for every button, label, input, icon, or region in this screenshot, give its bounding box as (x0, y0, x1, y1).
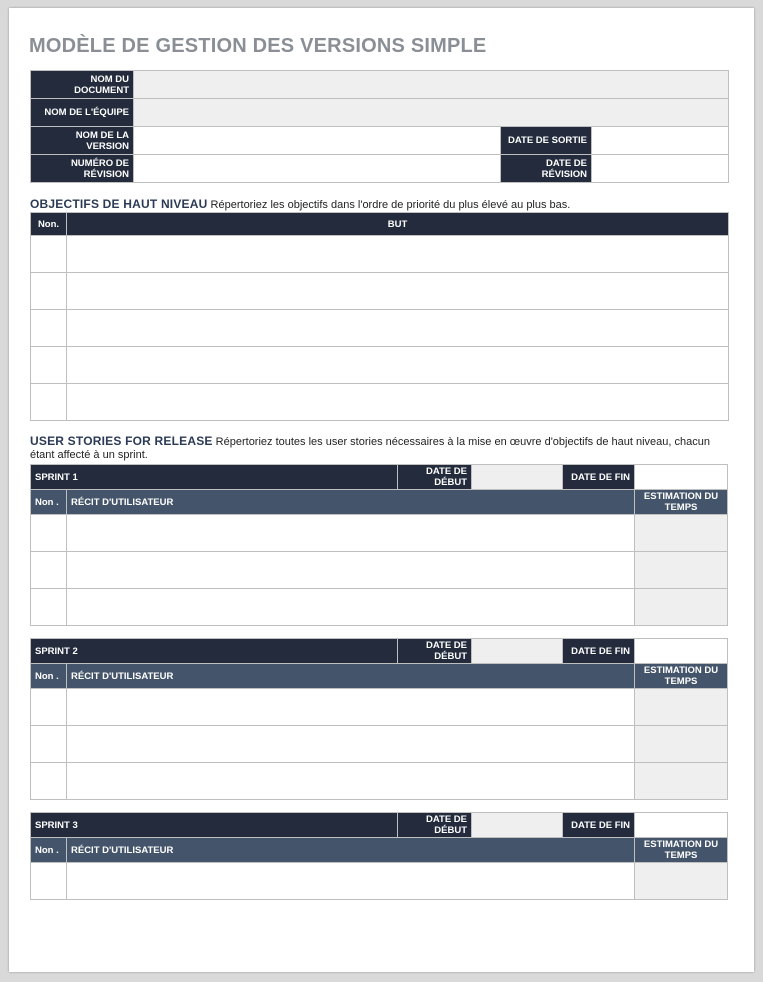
sprint-table (30, 812, 728, 900)
team-name-label: NOM DE L'ÉQUIPE (31, 99, 134, 127)
objective-no-cell[interactable] (31, 384, 67, 421)
objective-goal-cell[interactable] (67, 273, 729, 310)
release-date-field[interactable] (592, 127, 729, 155)
sprint-col-no: Non . (31, 490, 67, 515)
story-cell[interactable] (67, 863, 635, 900)
story-cell[interactable] (67, 589, 635, 626)
revision-date-field[interactable] (592, 155, 729, 183)
story-no-cell[interactable] (31, 763, 67, 800)
story-cell[interactable] (67, 515, 635, 552)
objectives-instruction: Répertoriez les objectifs dans l'ordre de priorité du plus élevé au plus bas. (210, 199, 571, 211)
estimate-cell[interactable] (635, 689, 728, 726)
sprint-table (30, 638, 728, 800)
sprint-end-label: DATE DE FIN (563, 465, 635, 490)
objective-goal-cell[interactable] (67, 310, 729, 347)
objective-goal-cell[interactable] (67, 236, 729, 273)
sprint-start-label: DATE DE DÉBUT (398, 465, 472, 490)
sprint-col-no: Non . (31, 838, 67, 863)
stories-instruction: Répertoriez toutes les user stories nécessaires à la mise en œuvre d'objectifs de haut niveau, chacun étant affecté à un sprint. (30, 436, 710, 461)
sprint-name: SPRINT 2 (31, 639, 398, 664)
estimate-cell[interactable] (635, 763, 728, 800)
objectives-col-goal: BUT (67, 213, 729, 236)
story-no-cell[interactable] (31, 689, 67, 726)
sprint-col-story: RÉCIT D'UTILISATEUR (67, 490, 635, 515)
story-cell[interactable] (67, 552, 635, 589)
objective-no-cell[interactable] (31, 310, 67, 347)
sprint-col-estimate: ESTIMATION DU TEMPS (635, 838, 728, 863)
objectives-title: OBJECTIFS DE HAUT NIVEAU (30, 197, 208, 211)
sprint-col-no: Non . (31, 664, 67, 689)
sprint-start-field[interactable] (472, 639, 563, 664)
release-date-label: DATE DE SORTIE (501, 127, 592, 155)
sprint-start-field[interactable] (472, 465, 563, 490)
sprint-name: SPRINT 1 (31, 465, 398, 490)
sprint-end-field[interactable] (635, 639, 728, 664)
story-no-cell[interactable] (31, 515, 67, 552)
objective-no-cell[interactable] (31, 236, 67, 273)
revision-number-field[interactable] (134, 155, 501, 183)
stories-heading (30, 435, 730, 462)
estimate-cell[interactable] (635, 589, 728, 626)
story-cell[interactable] (67, 763, 635, 800)
revision-number-label: NUMÉRO DE RÉVISION (31, 155, 134, 183)
sprint-end-label: DATE DE FIN (563, 813, 635, 838)
sprint-start-field[interactable] (472, 813, 563, 838)
sprint-name: SPRINT 3 (31, 813, 398, 838)
objectives-col-no: Non. (31, 213, 67, 236)
info-table (30, 70, 729, 183)
objectives-heading (30, 198, 570, 212)
objectives-table (30, 212, 729, 421)
estimate-cell[interactable] (635, 515, 728, 552)
sprint-col-story: RÉCIT D'UTILISATEUR (67, 664, 635, 689)
sprint-end-field[interactable] (635, 813, 728, 838)
sprint-table (30, 464, 728, 626)
doc-name-field[interactable] (134, 71, 729, 99)
story-cell[interactable] (67, 726, 635, 763)
version-name-label: NOM DE LA VERSION (31, 127, 134, 155)
sprint-col-estimate: ESTIMATION DU TEMPS (635, 664, 728, 689)
story-no-cell[interactable] (31, 552, 67, 589)
version-name-field[interactable] (134, 127, 501, 155)
story-no-cell[interactable] (31, 726, 67, 763)
objective-no-cell[interactable] (31, 273, 67, 310)
document-page (9, 8, 754, 972)
sprint-col-story: RÉCIT D'UTILISATEUR (67, 838, 635, 863)
objective-goal-cell[interactable] (67, 347, 729, 384)
page-title: MODÈLE DE GESTION DES VERSIONS SIMPLE (29, 35, 487, 57)
estimate-cell[interactable] (635, 552, 728, 589)
team-name-field[interactable] (134, 99, 729, 127)
sprint-start-label: DATE DE DÉBUT (398, 813, 472, 838)
objective-goal-cell[interactable] (67, 384, 729, 421)
doc-name-label: NOM DU DOCUMENT (31, 71, 134, 99)
stories-title: USER STORIES FOR RELEASE (30, 434, 213, 448)
objective-no-cell[interactable] (31, 347, 67, 384)
sprint-col-estimate: ESTIMATION DU TEMPS (635, 490, 728, 515)
story-no-cell[interactable] (31, 863, 67, 900)
sprint-end-label: DATE DE FIN (563, 639, 635, 664)
sprint-start-label: DATE DE DÉBUT (398, 639, 472, 664)
sprint-end-field[interactable] (635, 465, 728, 490)
revision-date-label: DATE DE RÉVISION (501, 155, 592, 183)
story-cell[interactable] (67, 689, 635, 726)
estimate-cell[interactable] (635, 726, 728, 763)
estimate-cell[interactable] (635, 863, 728, 900)
story-no-cell[interactable] (31, 589, 67, 626)
